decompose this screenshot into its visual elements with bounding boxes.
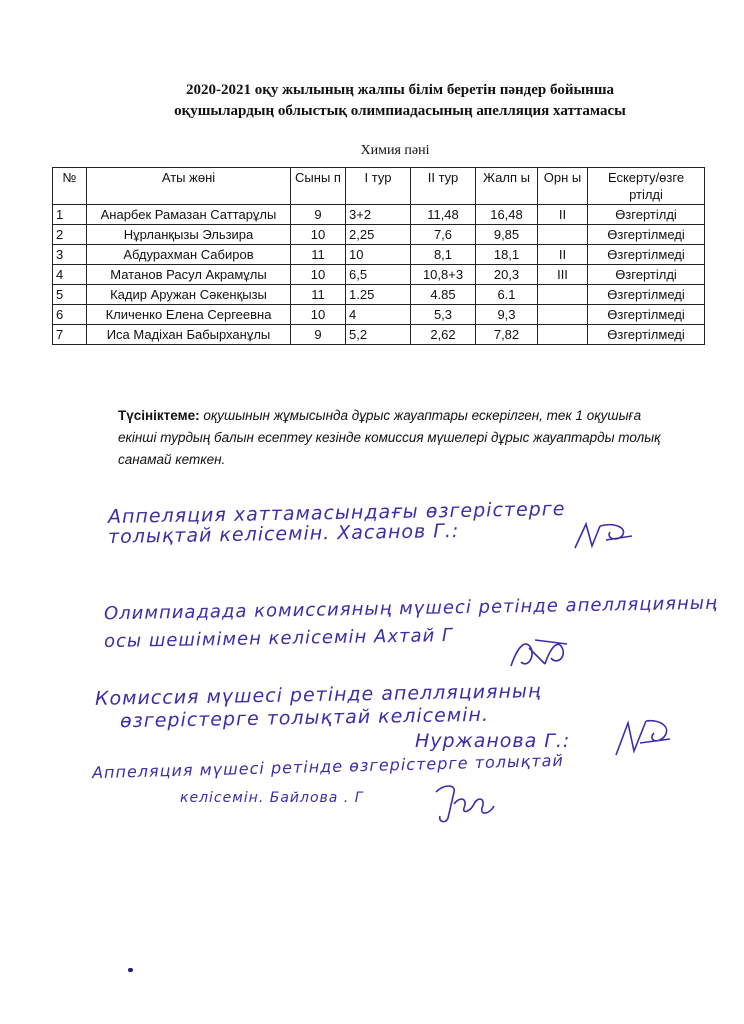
cell-round1: 3+2 bbox=[346, 205, 411, 225]
handwritten-line: осы шешімімен келісемін Ахтай Г bbox=[103, 624, 454, 653]
cell-name: Кадир Аружан Сәкенқызы bbox=[87, 285, 291, 305]
note-label: Түсініктеме: bbox=[118, 408, 200, 423]
cell-grade: 9 bbox=[291, 325, 346, 345]
header-round2: II тур bbox=[411, 168, 476, 205]
title-line-2: оқушылардың облыстық олимпиадасының апелляция хаттамасы bbox=[174, 103, 626, 119]
handwritten-line: толықтай келісемін. Хасанов Г.: bbox=[107, 519, 460, 549]
cell-remark: Өзгертілді bbox=[588, 205, 705, 225]
handwritten-line: Аппеляция хаттамасындағы өзгерістерге bbox=[107, 498, 566, 528]
cell-round1: 10 bbox=[346, 245, 411, 265]
cell-remark: Өзгертілмеді bbox=[588, 285, 705, 305]
handwritten-line: Олимпиадада комиссияның мүшесі ретінде апелляцияның bbox=[103, 592, 719, 625]
table-header-row bbox=[53, 168, 705, 205]
cell-round1: 4 bbox=[346, 305, 411, 325]
handwritten-line: Аппеляция мүшесі ретінде өзгерістерге толықтай bbox=[91, 750, 565, 783]
cell-name: Абдурахман Сабиров bbox=[87, 245, 291, 265]
table-row bbox=[53, 205, 705, 225]
cell-number: 3 bbox=[53, 245, 87, 265]
table-row bbox=[53, 265, 705, 285]
table-row bbox=[53, 305, 705, 325]
cell-total: 18,1 bbox=[476, 245, 538, 265]
table-row bbox=[53, 325, 705, 345]
cell-round2: 2,62 bbox=[411, 325, 476, 345]
cell-place: III bbox=[538, 265, 588, 285]
signature-mark bbox=[505, 628, 585, 678]
cell-grade: 10 bbox=[291, 265, 346, 285]
cell-number: 4 bbox=[53, 265, 87, 285]
cell-remark: Өзгертілмеді bbox=[588, 305, 705, 325]
cell-remark: Өзгертілмеді bbox=[588, 225, 705, 245]
signature-mark bbox=[430, 778, 500, 828]
cell-number: 6 bbox=[53, 305, 87, 325]
cell-total: 16,48 bbox=[476, 205, 538, 225]
cell-remark: Өзгертілмеді bbox=[588, 245, 705, 265]
header-remark: Ескерту/өзге ртілді bbox=[588, 168, 705, 205]
cell-round2: 11,48 bbox=[411, 205, 476, 225]
header-name: Аты жөні bbox=[87, 168, 291, 205]
cell-round2: 4.85 bbox=[411, 285, 476, 305]
note-text: оқушынын жұмысында дұрыс жауаптары ескерілген, тек 1 оқушыға екінші турдың балын есептеу кезінде комиссия мүшелері дұрыс жауаптарды толық санамай кеткен. bbox=[118, 408, 661, 467]
cell-round2: 8,1 bbox=[411, 245, 476, 265]
cell-number: 2 bbox=[53, 225, 87, 245]
cell-total: 7,82 bbox=[476, 325, 538, 345]
cell-grade: 9 bbox=[291, 205, 346, 225]
cell-round1: 6,5 bbox=[346, 265, 411, 285]
explanation-note bbox=[118, 405, 678, 471]
cell-total: 9,85 bbox=[476, 225, 538, 245]
cell-number: 1 bbox=[53, 205, 87, 225]
results-table bbox=[52, 167, 705, 345]
cell-place bbox=[538, 225, 588, 245]
cell-grade: 10 bbox=[291, 305, 346, 325]
header-grade: Сыны п bbox=[291, 168, 346, 205]
cell-name: Матанов Расул Акрамұлы bbox=[87, 265, 291, 285]
cell-total: 9,3 bbox=[476, 305, 538, 325]
cell-round2: 10,8+3 bbox=[411, 265, 476, 285]
handwritten-line: Нуржанова Г.: bbox=[415, 730, 571, 752]
header-round1: I тур bbox=[346, 168, 411, 205]
cell-number: 5 bbox=[53, 285, 87, 305]
cell-name: Иса Мадіхан Бабырханұлы bbox=[87, 325, 291, 345]
cell-place bbox=[538, 305, 588, 325]
table-row bbox=[53, 285, 705, 305]
header-place: Орн ы bbox=[538, 168, 588, 205]
cell-remark: Өзгертілді bbox=[588, 265, 705, 285]
cell-place: II bbox=[538, 205, 588, 225]
cell-total: 20,3 bbox=[476, 265, 538, 285]
document-title bbox=[100, 80, 700, 122]
subject-heading: Химия пәні bbox=[360, 143, 430, 158]
handwritten-line: келісемін. Байлова . Г bbox=[180, 790, 364, 806]
cell-name: Нұрланқызы Эльзира bbox=[87, 225, 291, 245]
title-line-1: 2020-2021 оқу жылының жалпы білім беретін пәндер бойынша bbox=[186, 82, 614, 98]
table-row bbox=[53, 225, 705, 245]
ink-dot bbox=[128, 968, 133, 972]
header-number: № bbox=[53, 168, 87, 205]
cell-place bbox=[538, 285, 588, 305]
cell-round1: 2,25 bbox=[346, 225, 411, 245]
cell-grade: 11 bbox=[291, 245, 346, 265]
cell-name: Анарбек Рамазан Саттарұлы bbox=[87, 205, 291, 225]
signature-mark bbox=[610, 715, 680, 763]
cell-grade: 10 bbox=[291, 225, 346, 245]
cell-round2: 5,3 bbox=[411, 305, 476, 325]
handwritten-line: өзгерістерге толықтай келісемін. bbox=[119, 703, 490, 733]
cell-number: 7 bbox=[53, 325, 87, 345]
cell-grade: 11 bbox=[291, 285, 346, 305]
table-row bbox=[53, 245, 705, 265]
cell-round1: 1.25 bbox=[346, 285, 411, 305]
cell-name: Кличенко Елена Сергеевна bbox=[87, 305, 291, 325]
cell-round2: 7,6 bbox=[411, 225, 476, 245]
header-total: Жалп ы bbox=[476, 168, 538, 205]
cell-round1: 5,2 bbox=[346, 325, 411, 345]
signature-mark bbox=[570, 518, 640, 556]
handwritten-line: Комиссия мүшесі ретінде апелляцияның bbox=[94, 680, 542, 710]
cell-total: 6.1 bbox=[476, 285, 538, 305]
cell-place bbox=[538, 325, 588, 345]
cell-remark: Өзгертілмеді bbox=[588, 325, 705, 345]
cell-place: II bbox=[538, 245, 588, 265]
